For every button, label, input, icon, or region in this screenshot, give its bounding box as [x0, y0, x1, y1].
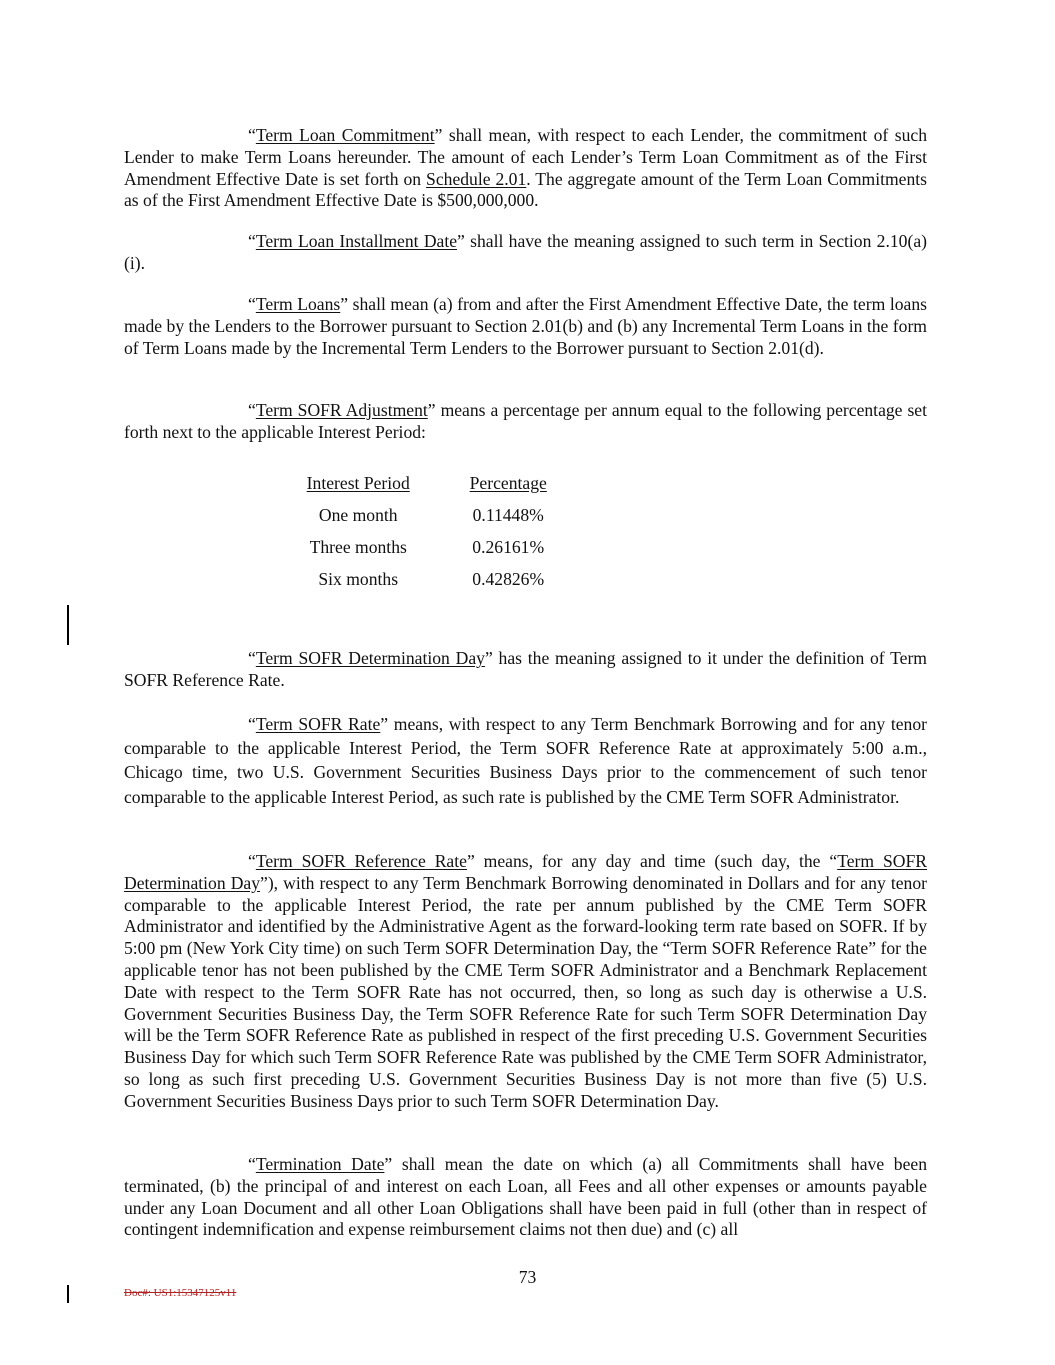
defined-term-inline: Term SOFR Determination Day [124, 851, 928, 893]
defined-term: Term SOFR Adjustment [255, 400, 428, 420]
table-row [292, 499, 572, 531]
revision-change-bar [67, 605, 69, 645]
document-id: Doc#: US1:15347125v11 [124, 1287, 237, 1299]
definition-term-sofr-rate: “Term SOFR Rate” means, with respect to any Term Benchmark Borrowing and for any tenor comparable to the applicable Interest Period, the Term SOFR Reference Rate at approximately 5:00 a.m., Chicago time, two U.S. Government Securities Business Days prior to the commencement of such tenor comparable to the applicable Interest Period, as such rate is published by the CME Term SOFR Administrator. [124, 714, 927, 807]
definition-term-loan-installment-date: “Term Loan Installment Date” shall have the meaning assigned to such term in Section 2.10(a)(i). [124, 231, 927, 273]
column-header-interest-period: Interest Period [306, 472, 410, 493]
defined-term: Term SOFR Determination Day [255, 648, 485, 668]
revision-change-bar-footer [67, 1285, 69, 1303]
defined-term: Term Loan Commitment [255, 125, 435, 145]
definition-term-loan-commitment: “Term Loan Commitment” shall mean, with respect to each Lender, the commitment of such Lender to make Term Loans hereunder. The amount of each Lender’s Term Loan Commitment as of the First Amendment Effective Date is set forth on Schedule 2.01. The aggregate amount of the Term Loan Commitments as of the First Amendment Effective Date is $500,000,000. [124, 125, 927, 211]
table-cell: 0.26161% [472, 536, 545, 557]
sofr-adjustment-table [292, 467, 572, 595]
defined-term: Term Loan Installment Date [255, 231, 458, 251]
definition-term-sofr-reference-rate: “Term SOFR Reference Rate” means, for any day and time (such day, the “Term SOFR Determination Day”), with respect to any Term Benchmark Borrowing denominated in Dollars and for any tenor comparable to the applicable Interest Period, the rate per annum published by the CME Term SOFR Administrator and identified by the Administrative Agent as the forward-looking term rate based on SOFR. If by 5:00 pm (New York City time) on such Term SOFR Determination Day, the “Term SOFR Reference Rate” for the applicable tenor has not been published by the CME Term SOFR Administrator and a Benchmark Replacement Date with respect to the Term SOFR Rate has not occurred, then, so long as such day is otherwise a U.S. Government Securities Business Day, the Term SOFR Reference Rate for such Term SOFR Determination Day will be the Term SOFR Reference Rate as published in respect of the first preceding U.S. Government Securities Business Day for which such Term SOFR Reference Rate was published by the CME Term SOFR Administrator, so long as such first preceding U.S. Government Securities Business Day is not more than five (5) U.S. Government Securities Business Days prior to such Term SOFR Determination Day. [124, 851, 928, 1111]
defined-term: Term SOFR Rate [255, 714, 381, 734]
table-row [292, 531, 572, 563]
defined-term: Term Loans [255, 294, 341, 314]
page-number: 73 [518, 1267, 537, 1287]
table-cell: One month [318, 504, 398, 525]
schedule-reference: Schedule 2.01 [426, 168, 527, 189]
definition-term-sofr-adjustment: “Term SOFR Adjustment” means a percentage per annum equal to the following percentage set forth next to the applicable Interest Period: [124, 400, 928, 442]
defined-term: Termination Date [255, 1154, 385, 1174]
definition-term-sofr-determination-day: “Term SOFR Determination Day” has the meaning assigned to it under the definition of Term SOFR Reference Rate. [124, 648, 927, 690]
table-row [292, 563, 572, 595]
defined-term: Term SOFR Reference Rate [255, 851, 467, 871]
table-cell: 0.11448% [472, 504, 544, 525]
definition-term-loans: “Term Loans” shall mean (a) from and after the First Amendment Effective Date, the term loans made by the Lenders to the Borrower pursuant to Section 2.01(b) and (b) any Incremental Term Loans in the form of Term Loans made by the Incremental Term Lenders to the Borrower pursuant to Section 2.01(d). [124, 294, 927, 358]
table-cell: Six months [318, 568, 399, 589]
table-cell: 0.42826% [472, 568, 545, 589]
definition-termination-date: “Termination Date” shall mean the date on which (a) all Commitments shall have been terminated, (b) the principal of and interest on each Loan, all Fees and all other expenses or amounts payable under any Loan Document and all other Loan Obligations shall have been paid in full (other than in respect of contingent indemnification and expense reimbursement claims not then due) and (c) all [124, 1154, 927, 1240]
table-header-row [292, 467, 572, 499]
column-header-percentage: Percentage [469, 472, 547, 493]
table-cell: Three months [309, 536, 407, 557]
